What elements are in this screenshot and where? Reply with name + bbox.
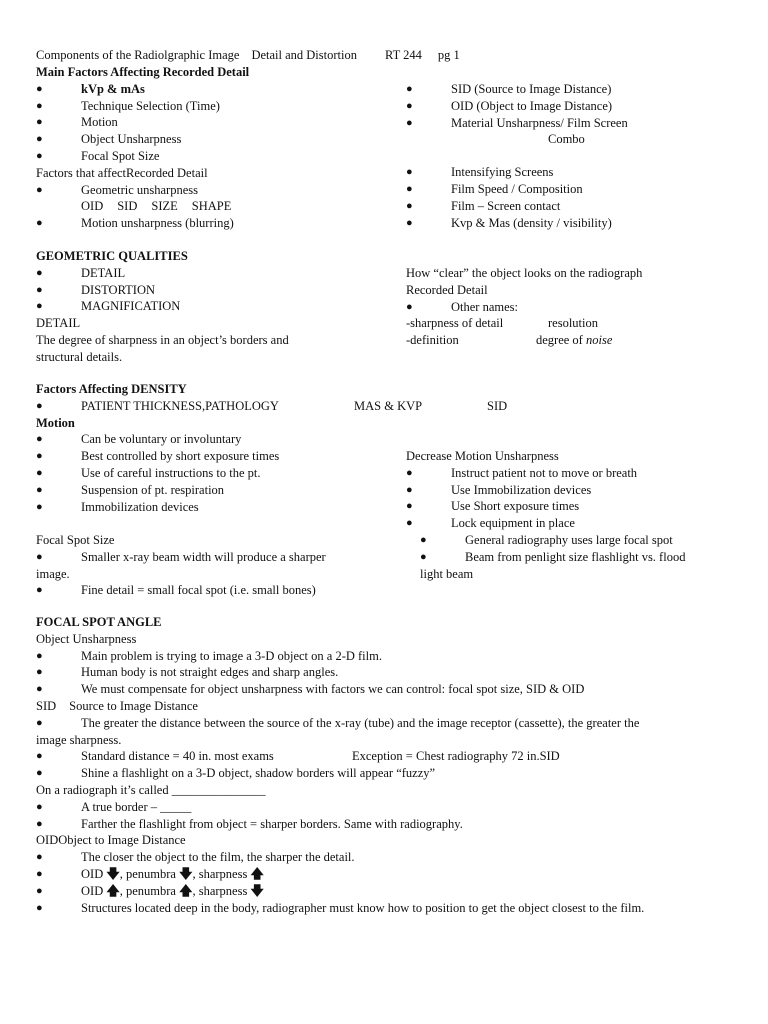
bullet-icon: ●: [36, 550, 43, 563]
sub-list-item: ● Beam from penlight size flashlight vs. flood: [420, 549, 686, 564]
list-item: ● Smaller x-ray beam width will produce a sharper: [36, 549, 326, 564]
list-item: ● Farther the flashlight from object = sharper borders. Same with radiography.: [36, 816, 463, 831]
bullet-icon: ●: [406, 300, 413, 313]
list-item: ● Motion: [36, 115, 118, 130]
list-item: ● PATIENT THICKNESS,PATHOLOGY MAS & KVP SID: [36, 398, 508, 413]
list-item: ● Intensifying Screens: [406, 165, 554, 180]
bullet-icon: ●: [406, 483, 413, 496]
bullet-icon: ●: [36, 99, 43, 112]
bullet-icon: ●: [36, 800, 43, 813]
bullet-icon: ●: [420, 550, 427, 563]
bullet-icon: ●: [36, 584, 43, 597]
page-header: [36, 47, 460, 64]
bullet-icon: ●: [406, 199, 413, 212]
course-code: RT 244: [384, 48, 422, 62]
list-item: ● SID (Source to Image Distance): [406, 82, 612, 96]
bullet-icon: ●: [36, 450, 43, 463]
section-heading: FOCAL SPOT ANGLE: [36, 615, 162, 629]
list-item: ● kVp & mAs: [36, 81, 145, 96]
list-item: ● Film – Screen contact: [406, 198, 561, 213]
list-item: ● A true border – _____: [36, 799, 192, 814]
list-item: ● Shine a flashlight on a 3-D object, shadow borders will appear “fuzzy”: [36, 766, 436, 781]
list-item: ● Material Unsharpness/ Film Screen: [406, 115, 628, 130]
list-item: ● Geometric unsharpness: [36, 182, 198, 197]
list-item: ● OID 🡅, penumbra 🡅, sharpness 🡇: [36, 882, 264, 898]
decrease-motion-section: [406, 448, 746, 582]
subheading: Decrease Motion Unsharpness: [406, 449, 559, 463]
list-item: ● Human body is not straight edges and sharp angles.: [36, 665, 339, 680]
list-item: ● OID 🡇, penumbra 🡇, sharpness 🡅: [36, 865, 264, 881]
up-arrow-icon: 🡅: [179, 882, 193, 898]
list-continuation: image.: [36, 566, 70, 581]
list-continuation: image sharpness.: [36, 732, 122, 747]
bullet-icon: ●: [36, 116, 43, 129]
bullet-icon: ●: [36, 884, 43, 897]
bullet-icon: ●: [36, 300, 43, 313]
bullet-icon: ●: [36, 283, 43, 296]
list-item: ● DISTORTION: [36, 282, 156, 297]
list-item: ● Instruct patient not to move or breath: [406, 465, 638, 480]
list-item: ● DETAIL: [36, 265, 126, 280]
bullet-icon: ●: [406, 517, 413, 530]
geometric-section: [36, 248, 366, 366]
list-item: ● Use Immobilization devices: [406, 482, 592, 497]
section-heading: Main Factors Affecting Recorded Detail: [36, 65, 250, 79]
list-item: ● Fine detail = small focal spot (i.e. small bones): [36, 583, 316, 598]
bullet-icon: ●: [420, 533, 427, 546]
recorded-detail-label: Recorded Detail: [406, 282, 488, 297]
up-arrow-icon: 🡅: [106, 882, 120, 898]
list-item: ● Main problem is trying to image a 3-D object on a 2-D film.: [36, 648, 382, 663]
doc-subtitle: Detail and Distortion: [251, 48, 357, 62]
bullet-icon: ●: [406, 99, 413, 112]
main-factors-section: [36, 64, 396, 232]
bullet-icon: ●: [36, 483, 43, 496]
combo-label: Combo: [548, 132, 585, 147]
bullet-icon: ●: [406, 500, 413, 513]
list-item: ● Immobilization devices: [36, 499, 199, 514]
list-item: ● Structures located deep in the body, radiographer must know how to position to get the object closest to the film.: [36, 900, 645, 915]
down-arrow-icon: 🡇: [179, 865, 193, 881]
list-item: ● Best controlled by short exposure times: [36, 449, 280, 464]
list-item: ● Suspension of pt. respiration: [36, 482, 225, 497]
bullet-icon: ●: [36, 399, 43, 412]
subheading: Focal Spot Size: [36, 533, 115, 547]
bullet-icon: ●: [406, 182, 413, 195]
motion-heading: Motion: [36, 415, 75, 430]
oid-heading: OIDObject to Image Distance: [36, 833, 186, 848]
clear-line: How “clear” the object looks on the radiograph: [406, 266, 643, 280]
bullet-icon: ●: [36, 901, 43, 914]
list-item: ● Other names:: [406, 299, 518, 314]
bullet-icon: ●: [406, 166, 413, 179]
bullet-icon: ●: [36, 867, 43, 880]
bullet-icon: ●: [36, 851, 43, 864]
section-heading: Factors Affecting DENSITY: [36, 382, 187, 396]
list-item: ● The closer the object to the film, the sharper the detail.: [36, 850, 355, 865]
bullet-icon: ●: [406, 216, 413, 229]
bullet-icon: ●: [36, 82, 43, 95]
list-item: ● The greater the distance between the source of the x-ray (tube) and the image receptor (cassette), the greater the: [36, 715, 640, 730]
subheading: Factors that affectRecorded Detail: [36, 165, 208, 180]
bullet-icon: ●: [36, 666, 43, 679]
bullet-icon: ●: [36, 466, 43, 479]
bullet-icon: ●: [36, 433, 43, 446]
bullet-icon: ●: [36, 683, 43, 696]
list-item: ● Kvp & Mas (density / visibility): [406, 215, 612, 230]
bullet-icon: ●: [36, 817, 43, 830]
down-arrow-icon: 🡇: [250, 882, 264, 898]
focal-angle-section: [36, 614, 736, 916]
bullet-icon: ●: [36, 133, 43, 146]
bullet-icon: ●: [36, 750, 43, 763]
bullet-icon: ●: [36, 767, 43, 780]
focal-spot-section: [36, 532, 376, 599]
bullet-icon: ●: [36, 266, 43, 279]
bullet-icon: ●: [406, 466, 413, 479]
detail-definition: The degree of sharpness in an object’s borders and structural details.: [36, 332, 289, 364]
sub-list-continuation: light beam: [420, 566, 474, 581]
radiograph-blank: On a radiograph it’s called _______________: [36, 782, 266, 797]
list-item: ● We must compensate for object unsharpness with factors we can control: focal spot size, SID & OID: [36, 682, 585, 697]
list-item: ● Film Speed / Composition: [406, 181, 583, 196]
sid-heading: SID Source to Image Distance: [36, 698, 198, 713]
geo-sub-list: OID SID SIZE SHAPE: [81, 199, 232, 214]
list-item: ● Object Unsharpness: [36, 132, 182, 147]
list-item: ● Focal Spot Size: [36, 148, 160, 163]
up-arrow-icon: 🡅: [250, 865, 264, 881]
bullet-icon: ●: [36, 500, 43, 513]
bullet-icon: ●: [406, 83, 413, 95]
detail-label: DETAIL: [36, 316, 81, 331]
list-item: ● Can be voluntary or involuntary: [36, 432, 242, 447]
list-item: ● OID (Object to Image Distance): [406, 98, 613, 113]
clear-section: [406, 265, 746, 349]
list-item: ● Motion unsharpness (blurring): [36, 216, 234, 231]
list-item: ● Use Short exposure times: [406, 499, 580, 514]
right-factors-section: [406, 81, 746, 231]
names-row: -sharpness of detail resolution: [406, 316, 598, 331]
bullet-icon: ●: [36, 716, 43, 729]
names-row: -definition degree of noise: [406, 333, 613, 348]
subheading: Object Unsharpness: [36, 631, 137, 646]
sub-list-item: ● General radiography uses large focal spot: [420, 532, 673, 547]
bullet-icon: ●: [406, 116, 413, 129]
section-heading: GEOMETRIC QUALITIES: [36, 249, 188, 263]
bullet-icon: ●: [36, 649, 43, 662]
list-item: ● Standard distance = 40 in. most exams Exception = Chest radiography 72 in.SID: [36, 749, 560, 764]
bullet-icon: ●: [36, 217, 43, 230]
bullet-icon: ●: [36, 149, 43, 162]
doc-title: Components of the Radiolgraphic Image: [36, 48, 240, 62]
bullet-icon: ●: [36, 183, 43, 196]
list-item: ● Technique Selection (Time): [36, 98, 220, 113]
list-item: ● Use of careful instructions to the pt.: [36, 465, 261, 480]
down-arrow-icon: 🡇: [106, 865, 120, 881]
list-item: ● MAGNIFICATION: [36, 299, 181, 314]
page-number: pg 1: [437, 48, 460, 62]
list-item: ● Lock equipment in place: [406, 516, 575, 531]
